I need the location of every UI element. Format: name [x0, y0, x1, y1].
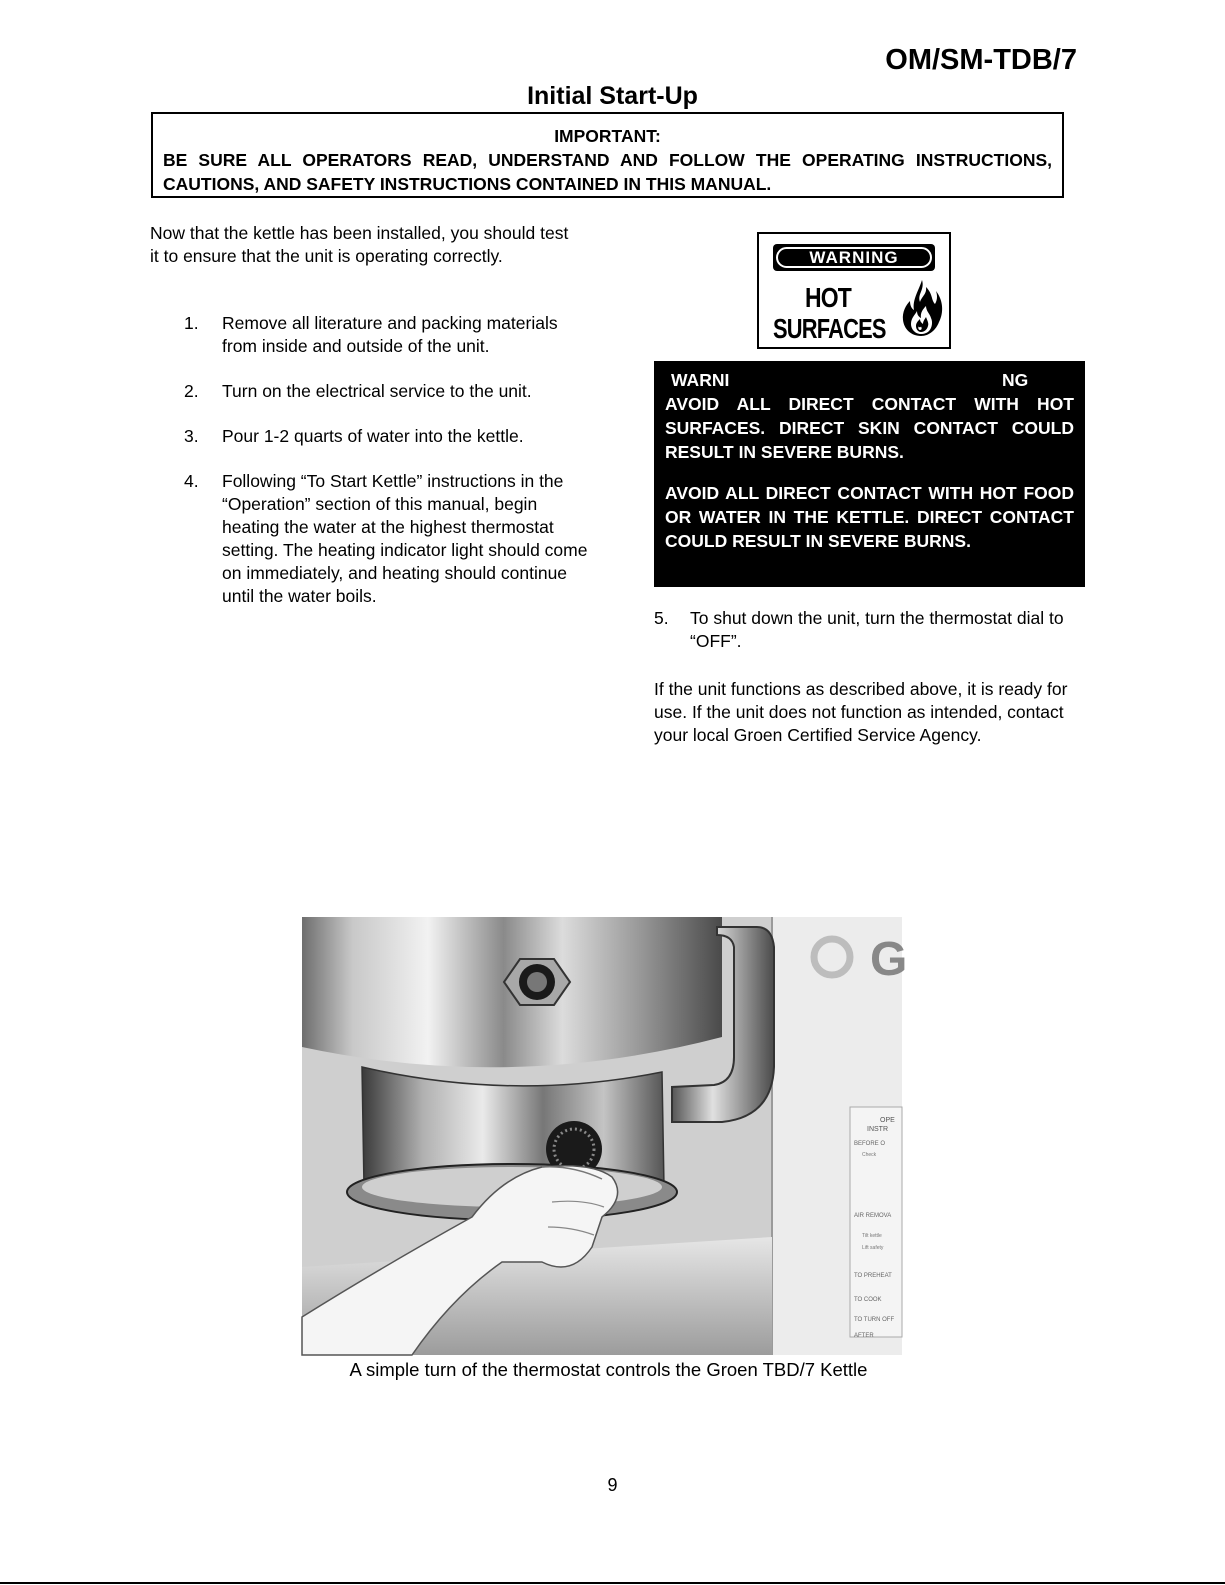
page-number: 9	[607, 1475, 618, 1495]
warning-box	[654, 361, 1085, 587]
important-heading: IMPORTANT:	[554, 126, 661, 146]
warning-heading	[665, 368, 1074, 392]
step-item	[150, 380, 590, 403]
panel-text-line: Tilt kettle	[862, 1233, 882, 1239]
panel-text-line: AFTER	[854, 1333, 874, 1339]
shutdown-step-list	[654, 607, 1074, 653]
photo-caption: A simple turn of the thermostat controls the Groen TBD/7 Kettle	[349, 1359, 868, 1380]
document-id: OM/SM-TDB/7	[885, 44, 1077, 76]
sign-text-hot: HOT	[805, 282, 852, 313]
step-number: 3.	[184, 426, 199, 446]
panel-text-line: TO COOK	[854, 1297, 882, 1303]
panel-text-line: BEFORE O	[854, 1141, 886, 1147]
intro-paragraph: Now that the kettle has been installed, you should test it to ensure that the unit is operating correctly.	[150, 223, 569, 266]
important-notice-box	[151, 112, 1064, 198]
kettle-photo-illustration	[302, 917, 908, 1355]
panel-text-line: TO TURN OFF	[854, 1317, 895, 1323]
warning-heading-left: WARNI	[671, 370, 730, 390]
important-body: BE SURE ALL OPERATORS READ, UNDERSTAND AND FOLLOW THE OPERATING INSTRUCTIONS, CAUTIONS, AND SAFETY INSTRUCTIONS CONTAINED IN THIS MANUAL.	[163, 150, 1052, 194]
step-text: Remove all literature and packing materials from inside and outside of the unit.	[222, 313, 558, 356]
step-item	[150, 312, 590, 358]
hot-surfaces-warning-sign	[757, 232, 951, 349]
sign-banner	[773, 244, 935, 271]
step-number: 4.	[184, 471, 199, 491]
step-text: To shut down the unit, turn the thermostat dial to “OFF”.	[690, 608, 1064, 651]
step-item	[150, 425, 590, 448]
startup-steps-list	[150, 312, 590, 630]
panel-text-line: TO PREHEAT	[854, 1273, 892, 1279]
sign-banner-text: WARNING	[776, 247, 932, 268]
step-text: Turn on the electrical service to the unit.	[222, 381, 532, 401]
panel-text-line: OPE	[880, 1117, 895, 1124]
bottom-divider	[0, 1582, 1225, 1584]
panel-text-line: INSTR	[867, 1126, 888, 1133]
panel-text-line: AIR REMOVA	[854, 1213, 892, 1219]
sign-text-surfaces: SURFACES	[773, 313, 886, 344]
panel-text-line: Lift safety	[862, 1245, 884, 1251]
kettle-thermostat-photo	[302, 917, 908, 1355]
step-number: 2.	[184, 381, 199, 401]
warning-heading-right: NG	[1002, 370, 1029, 390]
warning-paragraph-food: AVOID ALL DIRECT CONTACT WITH HOT FOOD OR WATER IN THE KETTLE. DIRECT CONTACT COULD RESULT IN SEVERE BURNS.	[665, 483, 1074, 551]
step-number: 1.	[184, 313, 199, 333]
page-title: Initial Start-Up	[527, 82, 698, 110]
step-number: 5.	[654, 608, 669, 628]
panel-text-line: Check	[862, 1152, 877, 1158]
warning-paragraph-surfaces: AVOID ALL DIRECT CONTACT WITH HOT SURFACES. DIRECT SKIN CONTACT COULD RESULT IN SEVERE BURNS.	[665, 394, 1074, 462]
closing-paragraph: If the unit functions as described above, it is ready for use. If the unit does not function as intended, contact your local Groen Certified Service Agency.	[654, 679, 1068, 745]
step-text: Following “To Start Kettle” instructions in the “Operation” section of this manual, begin heating the water at the highest thermostat setting. The heating indicator light should come on immediately, and heating should continue until the water boils.	[222, 471, 588, 606]
step-item	[654, 607, 1074, 653]
step-item	[150, 470, 590, 608]
groen-logo-text: G	[870, 933, 908, 986]
flame-icon	[899, 278, 945, 340]
step-text: Pour 1-2 quarts of water into the kettle.	[222, 426, 524, 446]
